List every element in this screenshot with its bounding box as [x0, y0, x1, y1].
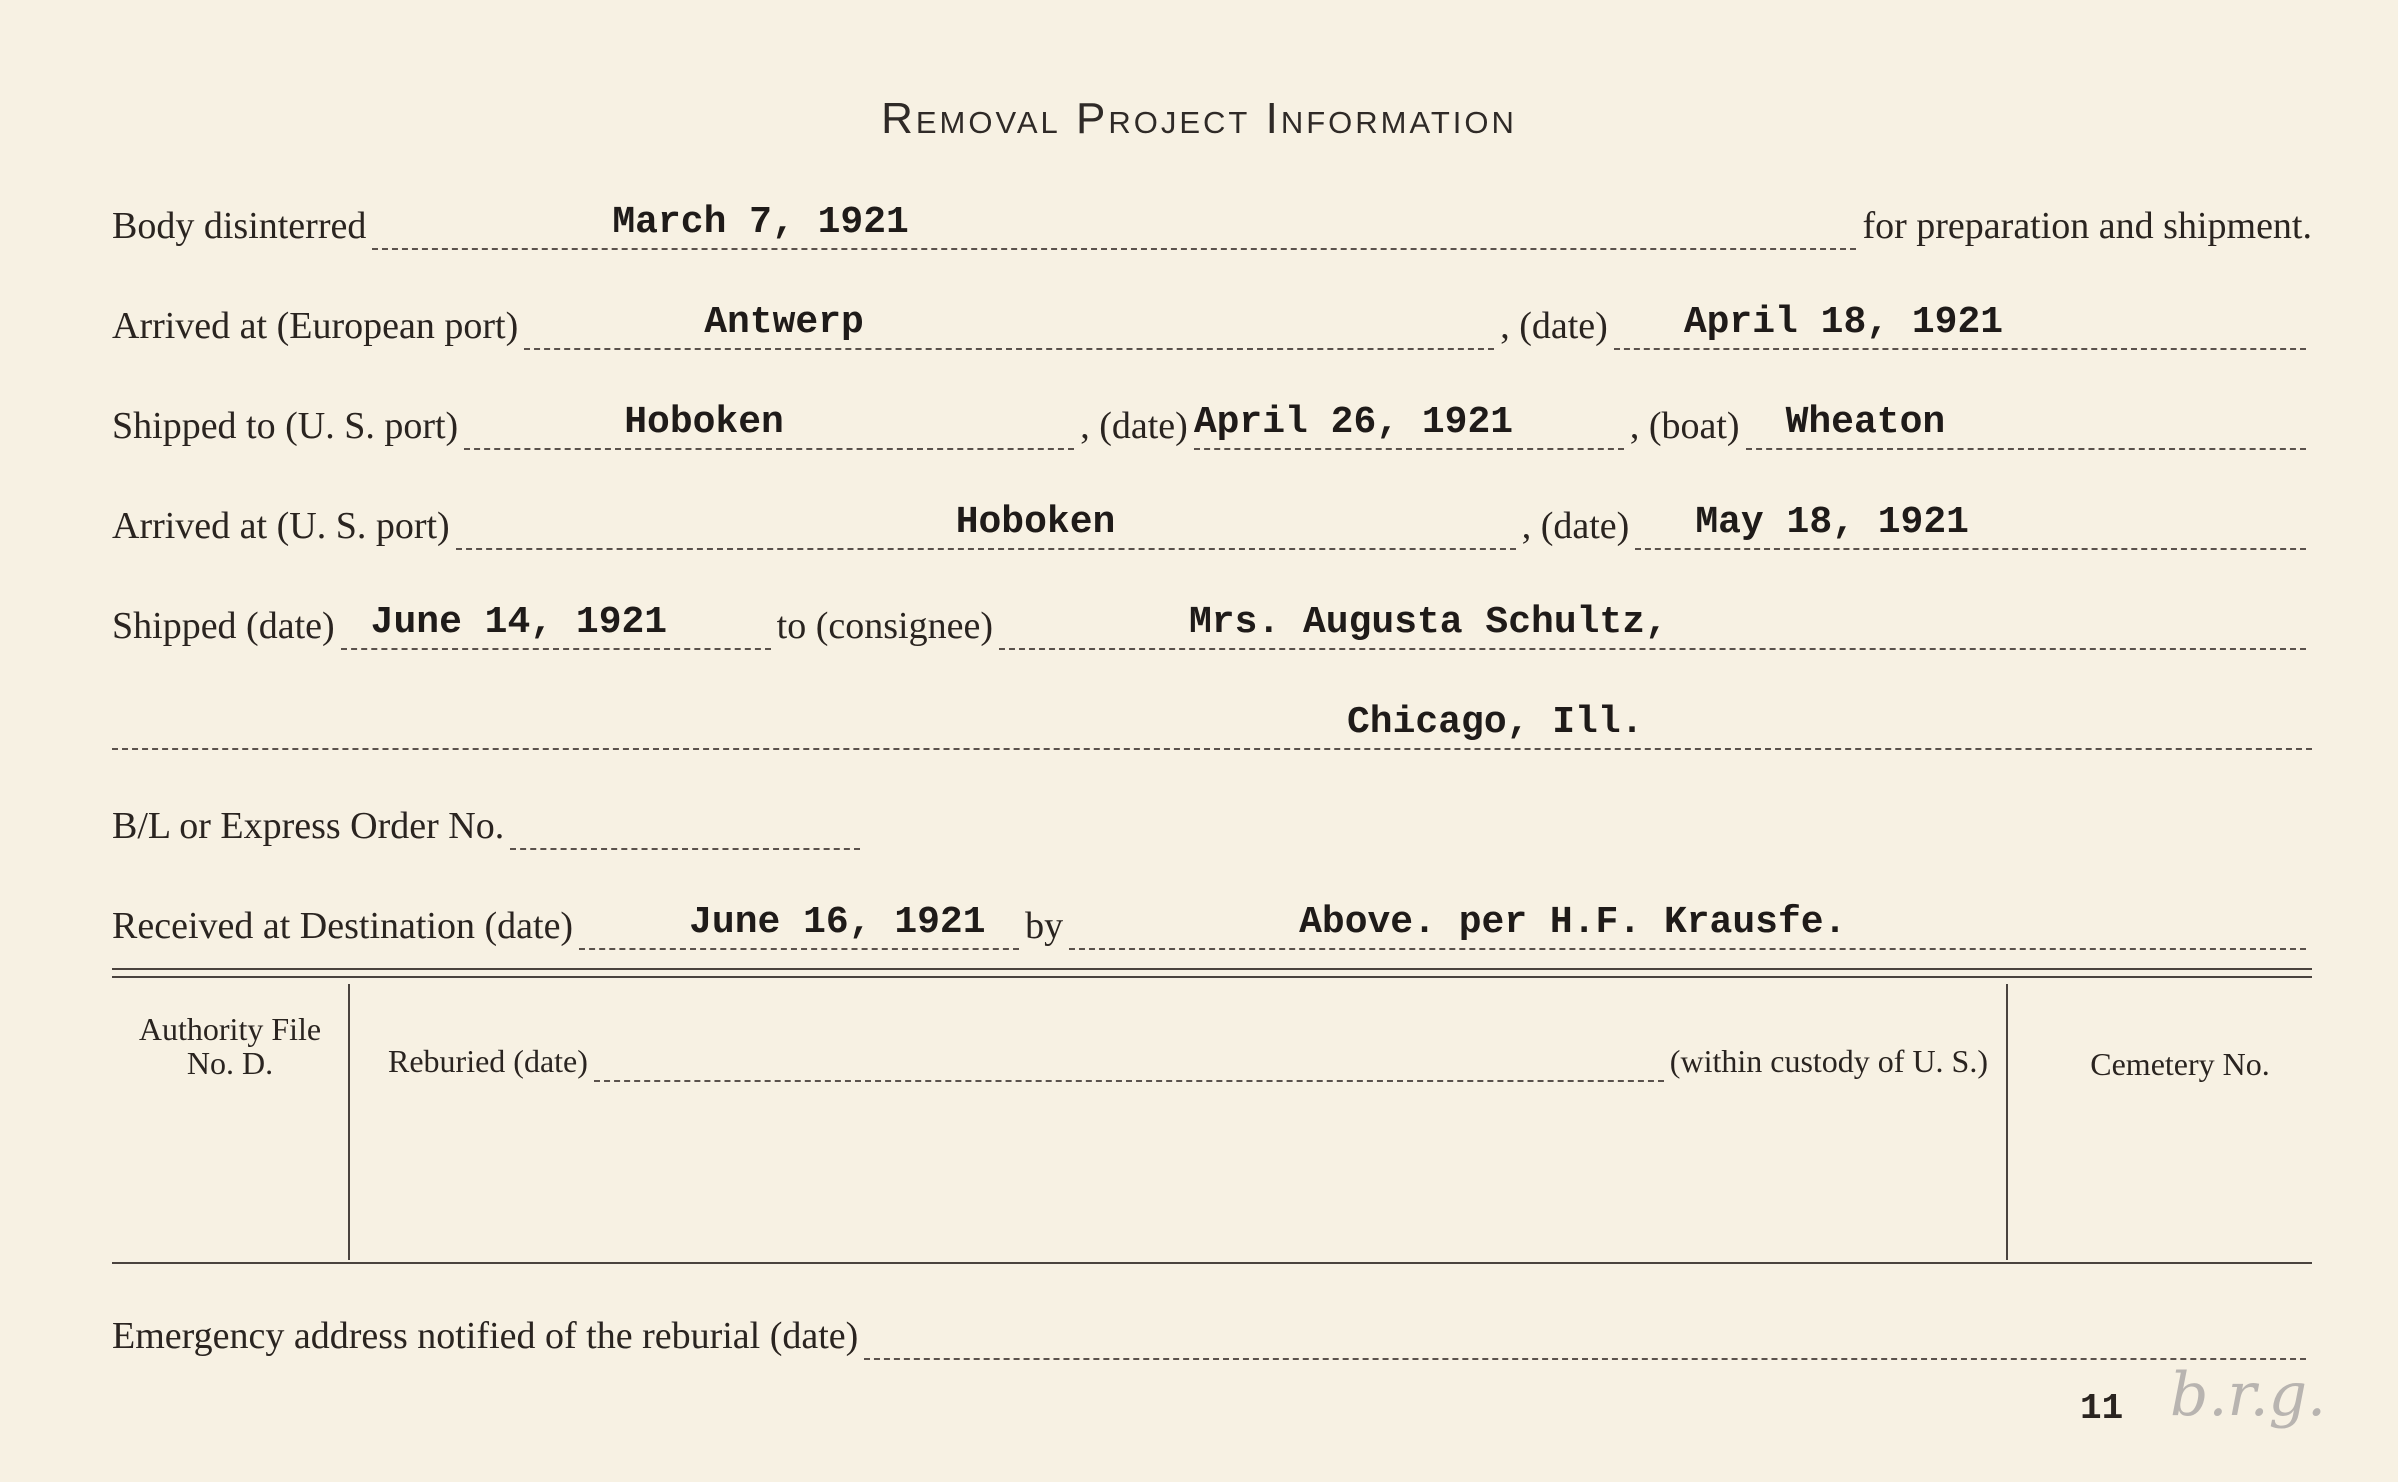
- label-arrived-us-date: , (date): [1521, 505, 1630, 547]
- field-arrived-us-date[interactable]: [1635, 501, 2306, 550]
- field-bl[interactable]: [510, 808, 860, 850]
- label-reburied: Reburied (date): [388, 1043, 588, 1079]
- label-body-disinterred: Body disinterred: [112, 205, 367, 247]
- label-preparation: for preparation and shipment.: [1862, 205, 2312, 247]
- value-european-port: Antwerp: [704, 301, 864, 344]
- field-address[interactable]: [112, 701, 2312, 750]
- table-divider-left: [348, 984, 350, 1260]
- row-body-disinterred: [112, 190, 2312, 250]
- label-by: by: [1025, 905, 1064, 947]
- value-consignee: Mrs. Augusta Schultz,: [1188, 601, 1668, 644]
- field-us-port[interactable]: [464, 401, 1074, 450]
- label-shipped-us-date: , (date): [1080, 405, 1188, 447]
- value-boat: Wheaton: [1785, 401, 1946, 444]
- table-divider-right: [2006, 984, 2008, 1260]
- card-title: Removal Project Information: [881, 94, 1517, 143]
- value-address: Chicago, Ill.: [1347, 701, 1644, 744]
- field-arrived-us-port[interactable]: [456, 501, 1516, 550]
- field-reburied[interactable]: [594, 1048, 1664, 1082]
- label-shipped-date: Shipped (date): [112, 605, 335, 647]
- pencil-initials: b.r.g.: [2170, 1360, 2327, 1430]
- label-custody: (within custody of U. S.): [1669, 1043, 1988, 1079]
- row-received: [112, 890, 2312, 950]
- field-shipped-date[interactable]: [341, 601, 771, 650]
- value-body-disinterred: March 7, 1921: [612, 201, 909, 244]
- row-arrived-us: [112, 490, 2312, 550]
- table-bottom-rule: [112, 1262, 2312, 1264]
- label-emergency: Emergency address notified of the reburial (date): [112, 1315, 859, 1357]
- field-emergency[interactable]: [864, 1318, 2306, 1360]
- field-consignee[interactable]: [999, 601, 2306, 650]
- row-arrived-european: [112, 290, 2312, 350]
- table-top-rule: [112, 968, 2312, 978]
- value-shipped-date: June 14, 1921: [370, 601, 668, 644]
- row-shipped-us: [112, 390, 2312, 450]
- authority-file-label: Authority File No. D.: [138, 1011, 322, 1081]
- label-received: Received at Destination (date): [112, 905, 574, 947]
- label-consignee: to (consignee): [776, 605, 993, 647]
- value-european-date: April 18, 1921: [1683, 301, 2004, 344]
- label-shipped-us: Shipped to (U. S. port): [112, 405, 459, 447]
- value-arrived-us-date: May 18, 1921: [1695, 501, 1969, 544]
- label-bl: B/L or Express Order No.: [112, 805, 505, 847]
- field-shipped-us-date[interactable]: [1193, 401, 1624, 450]
- cemetery-no-label: Cemetery No.: [2090, 1046, 2270, 1082]
- value-us-port: Hoboken: [624, 401, 784, 444]
- label-arrived-us: Arrived at (U. S. port): [112, 505, 450, 547]
- field-european-date[interactable]: [1614, 301, 2306, 350]
- field-body-disinterred[interactable]: [372, 201, 1856, 250]
- footer-code: 11: [2080, 1388, 2124, 1429]
- field-boat[interactable]: [1746, 401, 2306, 450]
- row-bl: [112, 790, 2312, 850]
- row-address: [112, 690, 2312, 750]
- row-reburied: [388, 1032, 1988, 1082]
- label-arrived-european: Arrived at (European port): [112, 305, 519, 347]
- row-emergency: [112, 1300, 2312, 1360]
- value-received-date: June 16, 1921: [689, 901, 986, 944]
- field-received-date[interactable]: [579, 901, 1019, 950]
- label-boat: , (boat): [1629, 405, 1740, 447]
- label-arrived-european-date: , (date): [1500, 305, 1608, 347]
- value-received-by: Above. per H.F. Krausfe.: [1299, 901, 1847, 944]
- row-shipped: [112, 590, 2312, 650]
- field-european-port[interactable]: [524, 301, 1494, 350]
- value-shipped-us-date: April 26, 1921: [1193, 401, 1514, 444]
- field-received-by[interactable]: [1069, 901, 2306, 950]
- value-arrived-us-port: Hoboken: [955, 501, 1116, 544]
